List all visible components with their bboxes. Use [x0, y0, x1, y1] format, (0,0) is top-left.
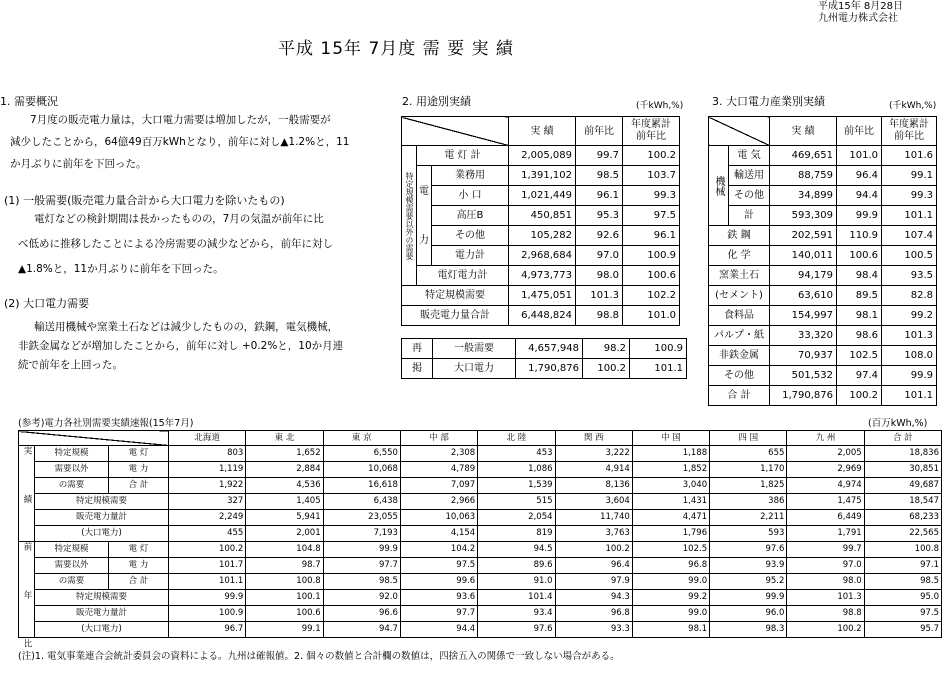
value-cell: 98.5: [323, 574, 400, 590]
value-cell: 4,789: [400, 462, 477, 478]
value-cell: 94.5: [478, 542, 555, 558]
section-1-1-heading: (1) 一般需要(販売電力量合計から大口電力を除いたもの): [4, 194, 285, 207]
table-row: 掲 大口電力 1,790,876 100.2 101.1: [402, 359, 687, 379]
section-1-2-heading: (2) 大口電力需要: [4, 297, 90, 310]
side-label: 実績: [19, 446, 35, 542]
side-label: 前年比: [19, 542, 35, 638]
table-2-unit: (千kWh,%): [636, 101, 684, 111]
para-3-line-2: 非鉄金属などが増加したことから，前年に対し +0.2%と，10か月連: [18, 340, 344, 352]
value-cell: 3,604: [555, 494, 632, 510]
value-cell: 1,652: [246, 446, 323, 462]
value-cell: 96.6: [323, 606, 400, 622]
value-cell: 6,438: [323, 494, 400, 510]
value-cell: 96.8: [632, 558, 709, 574]
value-cell: 100.2: [169, 542, 246, 558]
table-row: [19, 510, 942, 526]
value-cell: 89.6: [478, 558, 555, 574]
value-cell: 100.2: [555, 542, 632, 558]
value-cell: 22,565: [864, 526, 941, 542]
para-2-line-1: 電灯などの検針期間は長かったものの，7月の気温が前年に比: [34, 213, 324, 225]
value-cell: 97.6: [478, 622, 555, 638]
page-title: 平成 15年 7月度 需 要 実 績: [278, 39, 514, 59]
value-cell: 18,836: [864, 446, 941, 462]
value-cell: 98.1: [632, 622, 709, 638]
value-cell: 100.9: [169, 606, 246, 622]
value-cell: 1,825: [710, 478, 787, 494]
col-jisseki: 実 績: [509, 117, 576, 146]
value-cell: 2,001: [246, 526, 323, 542]
group-label: の需要: [35, 574, 109, 590]
value-cell: 455: [169, 526, 246, 542]
value-cell: 104.2: [400, 542, 477, 558]
value-cell: 99.6: [400, 574, 477, 590]
company-header: 中 国: [632, 431, 709, 446]
table-row: その他 34,899 94.4 99.3: [709, 186, 937, 206]
value-cell: 99.9: [710, 590, 787, 606]
value-cell: 97.6: [710, 542, 787, 558]
table-row: [19, 446, 942, 462]
row-label: 販売電力量計: [35, 606, 169, 622]
value-cell: 2,005: [787, 446, 864, 462]
value-cell: 6,550: [323, 446, 400, 462]
value-cell: 95.7: [864, 622, 941, 638]
value-cell: 97.1: [864, 558, 941, 574]
table-row: 鉄 鋼 202,591 110.9 107.4: [709, 226, 937, 246]
section-1-heading: 1. 需要概況: [0, 95, 58, 108]
usage-table: [401, 116, 680, 326]
value-cell: 1,539: [478, 478, 555, 494]
value-cell: 6,449: [787, 510, 864, 526]
table-row: [19, 574, 942, 590]
table-row: 窯業土石 94,179 98.4 93.5: [709, 266, 937, 286]
value-cell: 94.3: [555, 590, 632, 606]
value-cell: 100.8: [246, 574, 323, 590]
footnote: (注)1. 電気事業連合会統計委員会の資料による。九州は確報値。2. 個々の数値と合計欄の数値は，四捨五入の関係で一致しない場合がある。: [18, 651, 620, 662]
table-row: [19, 606, 942, 622]
value-cell: 4,974: [787, 478, 864, 494]
value-cell: 23,055: [323, 510, 400, 526]
value-cell: 1,796: [632, 526, 709, 542]
table-row: [19, 622, 942, 638]
table-row: 輸送用 88,759 96.4 99.1: [709, 166, 937, 186]
row-label: 電 力: [109, 558, 169, 574]
value-cell: 819: [478, 526, 555, 542]
table-row: [19, 478, 942, 494]
value-cell: 2,884: [246, 462, 323, 478]
para-2-line-2: べ低めに推移したことによる冷房需要の減少などから，前年に対し: [18, 238, 333, 250]
table-row: その他 501,532 97.4 99.9: [709, 366, 937, 386]
para-2-line-3: ▲1.8%と，11か月ぶりに前年を下回った。: [18, 263, 224, 275]
table-row: [19, 462, 942, 478]
value-cell: 99.7: [787, 542, 864, 558]
value-cell: 100.2: [787, 622, 864, 638]
value-cell: 1,170: [710, 462, 787, 478]
value-cell: 98.3: [710, 622, 787, 638]
company-header: 中 部: [400, 431, 477, 446]
value-cell: 2,249: [169, 510, 246, 526]
value-cell: 2,211: [710, 510, 787, 526]
value-cell: 96.0: [710, 606, 787, 622]
table-row: [19, 526, 942, 542]
value-cell: 10,068: [323, 462, 400, 478]
group-label: 特定規模: [35, 446, 109, 462]
value-cell: 99.2: [632, 590, 709, 606]
table-row: 非鉄金属 70,937 102.5 108.0: [709, 346, 937, 366]
value-cell: 99.9: [169, 590, 246, 606]
para-1-line-2: 減少したことから，64億49百万kWhとなり，前年に対し▲1.2%と，11: [10, 136, 350, 148]
value-cell: 102.5: [632, 542, 709, 558]
value-cell: 93.3: [555, 622, 632, 638]
value-cell: 96.7: [169, 622, 246, 638]
col-ruikei: 年度累計 前年比: [623, 117, 680, 146]
value-cell: 2,308: [400, 446, 477, 462]
value-cell: 4,154: [400, 526, 477, 542]
value-cell: 1,922: [169, 478, 246, 494]
table-3-title: 3. 大口電力産業別実績: [712, 95, 825, 108]
corner-cell: [19, 431, 169, 446]
value-cell: 96.4: [555, 558, 632, 574]
group-label: の需要: [35, 478, 109, 494]
table-row: 再 一般需要 4,657,948 98.2 100.9: [402, 339, 687, 359]
value-cell: 99.9: [323, 542, 400, 558]
value-cell: 327: [169, 494, 246, 510]
value-cell: 49,687: [864, 478, 941, 494]
value-cell: 10,063: [400, 510, 477, 526]
table-row: 食料品 154,997 98.1 99.2: [709, 306, 937, 326]
value-cell: 94.4: [400, 622, 477, 638]
table-3-corner: [709, 117, 770, 146]
value-cell: 99.0: [632, 606, 709, 622]
company-header: 合 計: [864, 431, 941, 446]
value-cell: 101.1: [169, 574, 246, 590]
value-cell: 100.8: [864, 542, 941, 558]
table-2-corner: [402, 117, 509, 146]
row-label: 合 計: [109, 574, 169, 590]
value-cell: 3,763: [555, 526, 632, 542]
table-row: [19, 542, 942, 558]
value-cell: 1,475: [787, 494, 864, 510]
group-label: 特定規模: [35, 542, 109, 558]
group-label: 需要以外: [35, 462, 109, 478]
row-label: 電 灯: [109, 446, 169, 462]
side-label: 特定規模需要以外の需要: [402, 146, 417, 286]
value-cell: 1,852: [632, 462, 709, 478]
table-row: [19, 558, 942, 574]
value-cell: 68,233: [864, 510, 941, 526]
row-label: 特定規模需要: [35, 590, 169, 606]
value-cell: 1,188: [632, 446, 709, 462]
value-cell: 3,040: [632, 478, 709, 494]
value-cell: 95.0: [864, 590, 941, 606]
value-cell: 97.9: [555, 574, 632, 590]
row-label: 合 計: [109, 478, 169, 494]
para-3-line-1: 輸送用機械や窯業土石などは減少したものの，鉄鋼，電気機械，: [34, 321, 339, 333]
value-cell: 18,547: [864, 494, 941, 510]
industry-table: 実 績 前年比 年度累計 前年比 機械 電 気 469,651 101.0 101.6 輸送用 88,759 96.4 99.1 その他 34,899 94.4 99.3 計 593,309 99.9 101.1 鉄 鋼 202,591 110.9 107.4 化 学 140,011 100.6 100.5 窯業土石 94,179 98.4 93.5 (セメント) 63,610 89.5 82.8 食料品 154,997 98.1 99.2 パルプ・紙 33,320 98.6 101.3 非鉄金属 70,937 102.5 108.0 その他 501,532 97.4 99.9 合 計 1,790,876 100.2 101.1: [708, 116, 937, 406]
bottom-table-title: (参考)電力各社別需要実績速報(15年7月): [18, 418, 194, 429]
company-name: 九州電力株式会社: [818, 13, 898, 24]
re-listing-table: [401, 338, 687, 379]
kikai-label: 機械: [709, 146, 729, 226]
value-cell: 515: [478, 494, 555, 510]
para-1-line-3: か月ぶりに前年を下回った。: [10, 158, 147, 170]
table-row: 電 力 業務用 1,391,102 98.5 103.7: [402, 166, 680, 186]
company-header: 九 州: [787, 431, 864, 446]
company-header: 東 京: [323, 431, 400, 446]
value-cell: 98.0: [787, 574, 864, 590]
value-cell: 1,431: [632, 494, 709, 510]
value-cell: 93.4: [478, 606, 555, 622]
table-3-unit: (千kWh,%): [889, 101, 937, 111]
group-label: 需要以外: [35, 558, 109, 574]
value-cell: 93.6: [400, 590, 477, 606]
value-cell: 99.0: [632, 574, 709, 590]
table-2-title: 2. 用途別実績: [402, 95, 471, 108]
value-cell: 4,914: [555, 462, 632, 478]
value-cell: 3,222: [555, 446, 632, 462]
row-label: (大口電力): [35, 622, 169, 638]
value-cell: 94.7: [323, 622, 400, 638]
value-cell: 5,941: [246, 510, 323, 526]
value-cell: 97.5: [400, 558, 477, 574]
company-header: 関 西: [555, 431, 632, 446]
value-cell: 100.1: [246, 590, 323, 606]
value-cell: 98.7: [246, 558, 323, 574]
value-cell: 11,740: [555, 510, 632, 526]
table-row: 電力計 2,968,684 97.0 100.9: [402, 246, 680, 266]
value-cell: 97.0: [787, 558, 864, 574]
table-row: (セメント) 63,610 89.5 82.8: [709, 286, 937, 306]
value-cell: 96.8: [555, 606, 632, 622]
value-cell: 386: [710, 494, 787, 510]
value-cell: 97.5: [864, 606, 941, 622]
value-cell: 91.0: [478, 574, 555, 590]
row-label: 特定規模需要: [35, 494, 169, 510]
table-row: [19, 494, 942, 510]
value-cell: 2,054: [478, 510, 555, 526]
table-row: 高圧B 450,851 95.3 97.5: [402, 206, 680, 226]
row-label: (大口電力): [35, 526, 169, 542]
report-date: 平成15年 8月28日: [818, 1, 903, 12]
table-row: 機械 電 気 469,651 101.0 101.6: [709, 146, 937, 166]
table-row: 販売電力量合計 6,448,824 98.8 101.0: [402, 306, 680, 326]
table-row: 小 口 1,021,449 96.1 99.3: [402, 186, 680, 206]
value-cell: 655: [710, 446, 787, 462]
value-cell: 2,966: [400, 494, 477, 510]
value-cell: 4,471: [632, 510, 709, 526]
value-cell: 1,791: [787, 526, 864, 542]
table-row: 化 学 140,011 100.6 100.5: [709, 246, 937, 266]
value-cell: 8,136: [555, 478, 632, 494]
value-cell: 1,119: [169, 462, 246, 478]
table-row: 合 計 1,790,876 100.2 101.1: [709, 386, 937, 406]
table-row: 電灯電力計 4,973,773 98.0 100.6: [402, 266, 680, 286]
value-cell: 98.5: [864, 574, 941, 590]
value-cell: 453: [478, 446, 555, 462]
row-label: 販売電力量計: [35, 510, 169, 526]
col-zennen: 前年比: [576, 117, 623, 146]
value-cell: 100.6: [246, 606, 323, 622]
value-cell: 92.0: [323, 590, 400, 606]
value-cell: 97.7: [323, 558, 400, 574]
value-cell: 93.9: [710, 558, 787, 574]
value-cell: 803: [169, 446, 246, 462]
value-cell: 101.7: [169, 558, 246, 574]
value-cell: 7,193: [323, 526, 400, 542]
row-label: 電 力: [109, 462, 169, 478]
para-3-line-3: 続で前年を上回った。: [18, 359, 123, 371]
value-cell: 2,969: [787, 462, 864, 478]
value-cell: 101.4: [478, 590, 555, 606]
value-cell: 98.8: [787, 606, 864, 622]
row-label: 電 灯: [109, 542, 169, 558]
value-cell: 30,851: [864, 462, 941, 478]
table-row: 特定規模需要 1,475,051 101.3 102.2: [402, 286, 680, 306]
value-cell: 7,097: [400, 478, 477, 494]
company-header: 東 北: [246, 431, 323, 446]
value-cell: 104.8: [246, 542, 323, 558]
value-cell: 1,086: [478, 462, 555, 478]
value-cell: 16,618: [323, 478, 400, 494]
company-header: 北 陸: [478, 431, 555, 446]
company-header: 北海道: [169, 431, 246, 446]
table-row: [19, 590, 942, 606]
header-row: [19, 431, 942, 446]
company-header: 四 国: [710, 431, 787, 446]
value-cell: 99.1: [246, 622, 323, 638]
bottom-table-unit: (百万kWh,%): [868, 418, 928, 429]
value-cell: 4,536: [246, 478, 323, 494]
value-cell: 1,405: [246, 494, 323, 510]
para-1-line-1: 7月度の販売電力量は，大口電力需要は増加したが，一般需要が: [30, 114, 331, 126]
value-cell: 97.7: [400, 606, 477, 622]
table-row: 計 593,309 99.9 101.1: [709, 206, 937, 226]
value-cell: 593: [710, 526, 787, 542]
table-row: その他 105,282 92.6 96.1: [402, 226, 680, 246]
value-cell: 101.3: [787, 590, 864, 606]
value-cell: 95.2: [710, 574, 787, 590]
table-row: 特定規模需要以外の需要 電 灯 計 2,005,089 99.7 100.2: [402, 146, 680, 166]
table-row: パルプ・紙 33,320 98.6 101.3: [709, 326, 937, 346]
